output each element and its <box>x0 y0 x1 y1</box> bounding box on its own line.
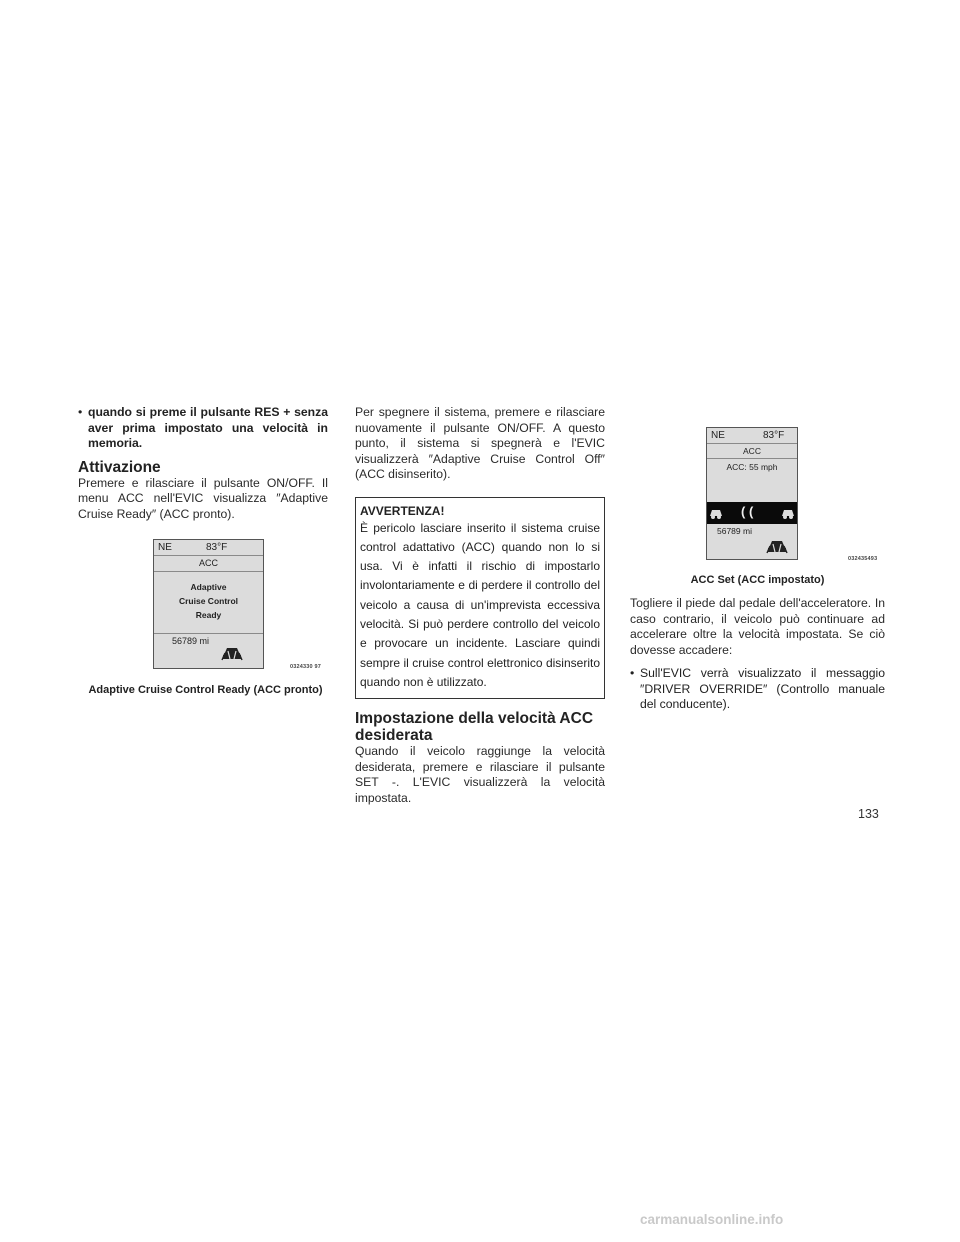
page-number: 133 <box>858 807 879 821</box>
section-title-impostazione: Impostazione della velocità ACC desiderata <box>355 710 594 745</box>
acc-title: ACC <box>198 558 218 568</box>
divider <box>154 571 263 572</box>
temperature-label: 83°F <box>763 430 785 441</box>
divider <box>154 633 263 634</box>
paragraph-attivazione: Premere e rilasciare il pulsante ON/OFF. Il menu ACC nell'EVIC visualizza ″Adaptive Cruise Ready″ (ACC pronto). <box>78 475 328 521</box>
column-2 <box>355 405 605 806</box>
odometer: 56789 mi <box>172 636 210 646</box>
divider <box>707 443 797 444</box>
paragraph-spegnere: Per spegnere il sistema, premere e rilasciare nuovamente il pulsante ON/OFF. A questo punto, il sistema si spegnerà e l'EVIC visualizzerà ″Adaptive Cruise Control Off″ (ACC disinserito). <box>355 405 605 481</box>
section-title-attivazione: Attivazione <box>78 458 161 476</box>
set-speed: ACC: 55 mph <box>726 462 778 472</box>
watermark: carmanualsonline.info <box>640 1212 784 1227</box>
column-3 <box>630 596 885 713</box>
paragraph-impostazione: Quando il veicolo raggiunge la velocità desiderata, premere e rilasciare il pulsante SET -. L'EVIC visualizzerà la velocità impostata. <box>355 744 605 805</box>
bullet-item <box>630 666 885 713</box>
paragraph-togliere: Togliere il piede dal pedale dell'acceleratore. In caso contrario, il veicolo può continuare ad accelerare oltre la velocità impostata. Se ciò dovesse accadere: <box>630 596 885 657</box>
divider <box>154 555 263 556</box>
evic-display-set <box>706 427 798 560</box>
column-1 <box>78 405 328 522</box>
following-distance-bar <box>707 502 797 524</box>
bullet-item <box>78 405 328 452</box>
bullet-text: quando si preme il pulsante RES + senza aver prima impostato una velocità in memoria. <box>88 405 328 450</box>
bullet-dot: • <box>78 405 83 419</box>
divider <box>707 458 797 459</box>
temperature-label: 83°F <box>206 542 228 553</box>
status-line-3: Ready <box>195 610 222 620</box>
warning-text: È pericolo lasciare inserito il sistema cruise control adattativo (ACC) quando non lo si usa. Vi è infatti il rischio di impostarlo involontariamente e di perdere il controllo del veicolo a causa di un'imprevista eccessiva velocità. Si può perdere controllo del veicolo e provocare un incidente. Lasciare quindi sempre il cruise control elettronico disinserito quando non è utilizzato. <box>360 520 600 689</box>
heading-label: NE <box>711 430 725 441</box>
heading-label: NE <box>158 542 172 553</box>
host-car-icon <box>708 505 724 521</box>
acc-title: ACC <box>743 446 761 456</box>
figure-code: 0324330 97 <box>290 664 322 670</box>
lead-car-icon <box>780 505 796 521</box>
acc-car-icon <box>765 536 789 556</box>
warning-box <box>355 497 605 700</box>
bullet-dot: • <box>630 666 635 680</box>
status-line-1: Adaptive <box>190 582 227 592</box>
acc-car-icon <box>220 643 244 663</box>
figure-code: 032435493 <box>848 556 878 562</box>
evic-display-ready <box>153 539 264 669</box>
warning-title: AVVERTENZA! <box>360 503 445 518</box>
distance-arcs-icon: ( ( <box>741 504 754 519</box>
figure-caption: Adaptive Cruise Control Ready (ACC pronto) <box>88 684 323 696</box>
status-line-2: Cruise Control <box>178 596 239 606</box>
figure-caption: ACC Set (ACC impostato) <box>690 574 825 586</box>
odometer: 56789 mi <box>717 526 752 536</box>
bullet-text: Sull'EVIC verrà visualizzato il messaggio ″DRIVER OVERRIDE″ (Controllo manuale del conducente). <box>640 666 885 711</box>
